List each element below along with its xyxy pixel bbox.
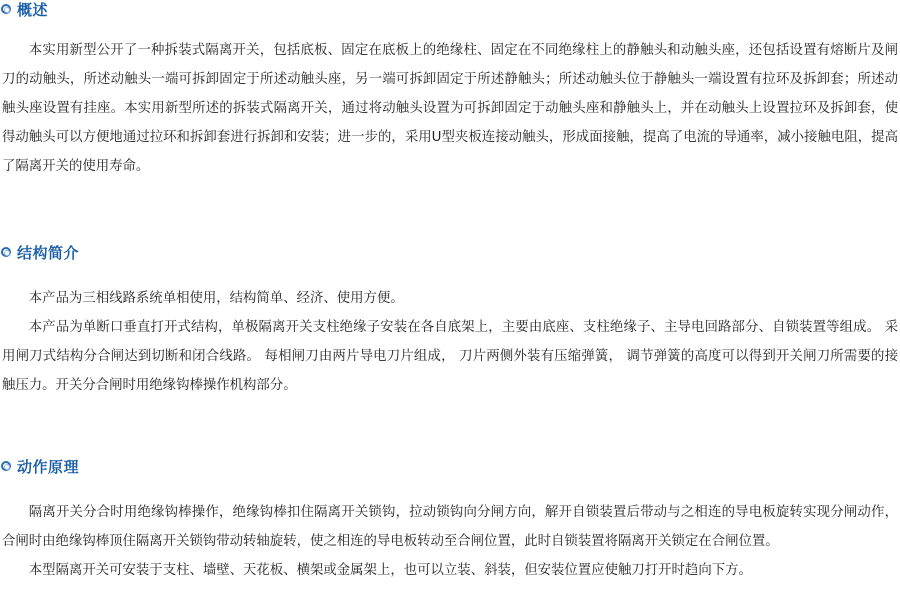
paragraph: 本型隔离开关可安装于支柱、墙壁、天花板、横架或金属架上，也可以立装、斜装，但安装位置应使触刀打开时趋向下方。 <box>28 563 752 578</box>
section-overview <box>0 0 900 181</box>
section-heading <box>0 242 900 262</box>
ring-bullet-icon <box>1 461 11 471</box>
paragraph: 本实用新型公开了一种拆装式隔离开关，包括底板、固定在底板上的绝缘柱、固定在不同绝缘柱上的静触头和动触头座，还包括设置有熔断片及闸刀的动触头，所述动触头一端可拆卸固定于所述动触头座，另一端可拆卸固定于所述静触头；所述动触头位于静触头一端设置有拉环及拆卸套；所述动触头座设置有挂座。本实用新型所述的拆装式隔离开关，通过将动触头设置为可拆卸固定于动触头座和静触头上，并在动触头上设置拉环及拆卸套，使得动触头可以方便地通过拉环和拆卸套进行拆卸和安装；进一步的，采用U型夹板连接动触头，形成面接触，提高了电流的导通率，减小接触电阻，提高了隔离开关的使用寿命。 <box>2 43 898 174</box>
section-title: 结构简介 <box>17 243 80 262</box>
ring-bullet-icon <box>1 4 11 14</box>
paragraph: 本产品为单断口垂直打开式结构，单极隔离开关支柱绝缘子安装在各自底架上，主要由底座、支柱绝缘子、主导电回路部分、自锁装置等组成。 采用闸刀式结构分合闸达到切断和闭合线路。 每相闸刀由两片导电刀片组成， 刀片两侧外装有压缩弹簧， 调节弹簧的高度可以得到开关闸刀所需要的接触压力。开关分合闸时用绝缘钩棒操作机构部分。 <box>2 320 898 393</box>
section-body <box>0 36 900 181</box>
section-title: 动作原理 <box>17 457 80 476</box>
ring-bullet-icon <box>1 247 11 257</box>
section-title: 概述 <box>17 0 49 19</box>
paragraph: 本产品为三相线路系统单相使用，结构简单、经济、使用方便。 <box>28 291 404 306</box>
section-structure <box>0 242 900 400</box>
section-body <box>0 498 900 585</box>
section-principle <box>0 456 900 585</box>
section-heading <box>0 0 900 19</box>
paragraph: 隔离开关分合时用绝缘钩棒操作，绝缘钩棒扣住隔离开关锁钩，拉动锁钩向分闸方向，解开自锁装置后带动与之相连的导电板旋转实现分闸动作，合闸时由绝缘钩棒顶住隔离开关锁钩带动转轴旋转，使之相连的导电板转动至合闸位置，此时自锁装置将隔离开关锁定在合闸位置。 <box>2 505 898 549</box>
section-heading <box>0 456 900 476</box>
section-body <box>0 284 900 400</box>
